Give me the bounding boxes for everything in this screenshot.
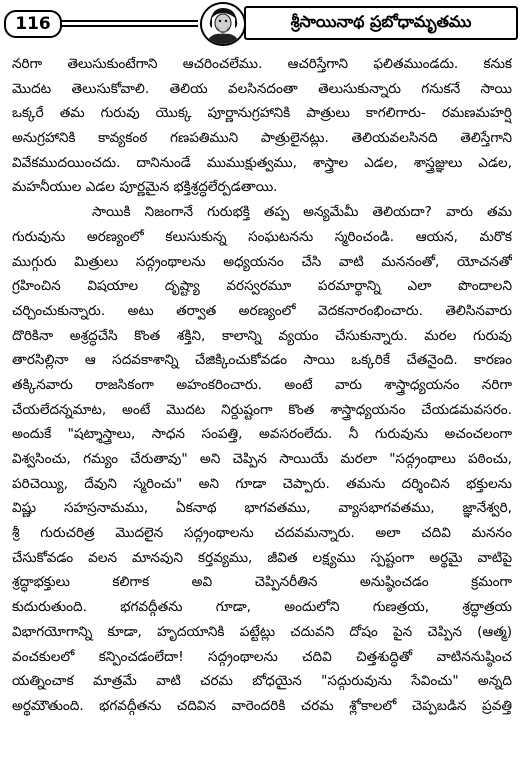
text-line: గురువును అరణ్యంలో కలుసుకున్న సంఘటనను స్మరించండి. ఆయన, మరొక [12,228,512,245]
page-number: 116 [4,10,62,38]
text-line: అనుగ్రహానికి కావ్యకంఠ గణపతిముని పాత్రులైనట్లు. తెలియవలసినది తెలిస్తేగాని [12,130,512,147]
header-rule [60,20,198,27]
text-line: విశ్వసించు, గమ్యం చేరుతావు" అని చెప్పిన సాయియే మరలా "సద్గ్రంథాలు పఠించు, [12,451,512,467]
text-line: విష్ణు సహస్రనామము, ఏకనాథ భాగవతము, వ్యాసభాగవతము, జ్ఞానేశ్వరి, [12,500,512,517]
text-line: అర్థమౌతుంది. భగవద్గీతను చదివిన వారెందరికి చరమ శ్లోకాలలో చెప్పబడిన ప్రవత్తి [12,697,512,714]
text-line: మహనీయుల ఎడల పూర్ణమైన భక్తిశ్రద్ధలేర్పడతాయి. [12,179,278,196]
text-line: వంచకులలో కన్పించడంలేదా! సద్గ్రంథాలను చదివి చిత్తశుద్ధితో వాటిననుష్ఠించ [12,648,512,665]
body-text [12,52,512,752]
text-line: శ్రీ గురుచరిత్ర మొదలైన సద్గ్రంథాలను చదవమన్నారు. అలా చదివి మననం [12,525,512,542]
text-line: శ్రద్ధాభక్తులు కలిగాక అవి చెప్పినరీతిన అనుష్ఠించడం క్రమంగా [12,574,512,591]
saint-portrait-icon [200,2,246,46]
text-line: ముగ్గురు మిత్రులు సద్గ్రంథాలను అధ్యయనం చేసి వాటి మననంతో, యోచనతో [12,253,512,270]
text-line: యత్నించాక మాత్రమే వాటి చరమ బోధయైన "సద్గురువును సేవించు" అన్నది [12,673,512,690]
text-line: తక్కినవారు రాజసికంగా అహంకరించారు. అంటే వారు శాస్త్రాధ్యయనం నరిగా [12,376,512,393]
text-line: ఒక్కరే తమ గురువు యొక్క పూర్ణానుగ్రహానికి పాత్రులు కాగలిగారు- రమణమహర్షి [12,105,512,122]
text-line: దొరికినా అశ్రద్ధచేసి కొంత శక్తిని, కాలాన్ని వ్యయం చేసుకున్నారు. మరల గురువు [12,327,512,344]
book-title: శ్రీసాయినాథ ప్రబోధామృతము [244,6,518,40]
text-line: విభాగయోగాన్ని కూడా, హృదయానికి పట్టేట్లు చదువని దోషం పైన చెప్పిన (ఆత్మ) [12,623,512,640]
text-line: చర్చించుకున్నారు. అటు తర్వాత అరణ్యంలో వెదకనారంభించారు. తెలిసినవారు [12,302,512,319]
text-line: కుదురుతుంది. భగవద్గీతను గూడా, అందులోని గుణత్రయ, శ్రద్ధాత్రయ [12,599,512,616]
text-line: పరిచెయ్యి, దేవుని స్మరించు" అని గూడా చెప్పారు. తమను దర్శించిన భక్తులను [12,475,512,492]
text-line: గ్రహించిన విషయాల దృష్ట్యా వరస్వరమూ పరమార్థాన్ని ఎలా పొందాలని [12,278,512,295]
text-line: మొదట తెలుసుకోవాలి. తెలియ వలసినదంతా తెలుసుకున్నారు గనుకనే సాయి [12,80,512,97]
text-line: తారసిల్లినా ఆ సదవకాశాన్ని చేజిక్కించుకోవడం సాయి ఒక్కరికే చేతనైంది. కారణం [12,352,512,369]
text-line: సాయికి నిజంగానే గురుభక్తి తప్ప అన్యమేమీ తెలియదా? వారు తమ [92,204,512,221]
text-line: నరిగా తెలుసుకుంటేగాని ఆచరించలేము. ఆచరిస్తేగాని ఫలితముండదు. కనుక [12,56,512,72]
text-line: అందుకే "షట్శాస్త్రాలు, సాధన సంపత్తి, అవసరంలేదు. నీ గురువును అచంచలంగా [12,426,512,443]
text-line: వివేకముదయించదు. దానినుండే ముముక్షుత్వము, శాస్త్రాల ఎడల, శాస్త్రజ్ఞులు ఎడల, [12,154,512,171]
text-line: చేసుకోవడం వలన మానవుని కర్తవ్యము, జీవిత లక్ష్యము స్పష్టంగా అర్థమై వాటిపై [12,549,512,566]
text-line: చేయలేదన్నమాట, అంటే మొదట నిర్దుష్టంగా కొంత శాస్త్రాధ్యయనం చేయడమవసరం. [12,401,512,418]
page-header [0,0,520,44]
